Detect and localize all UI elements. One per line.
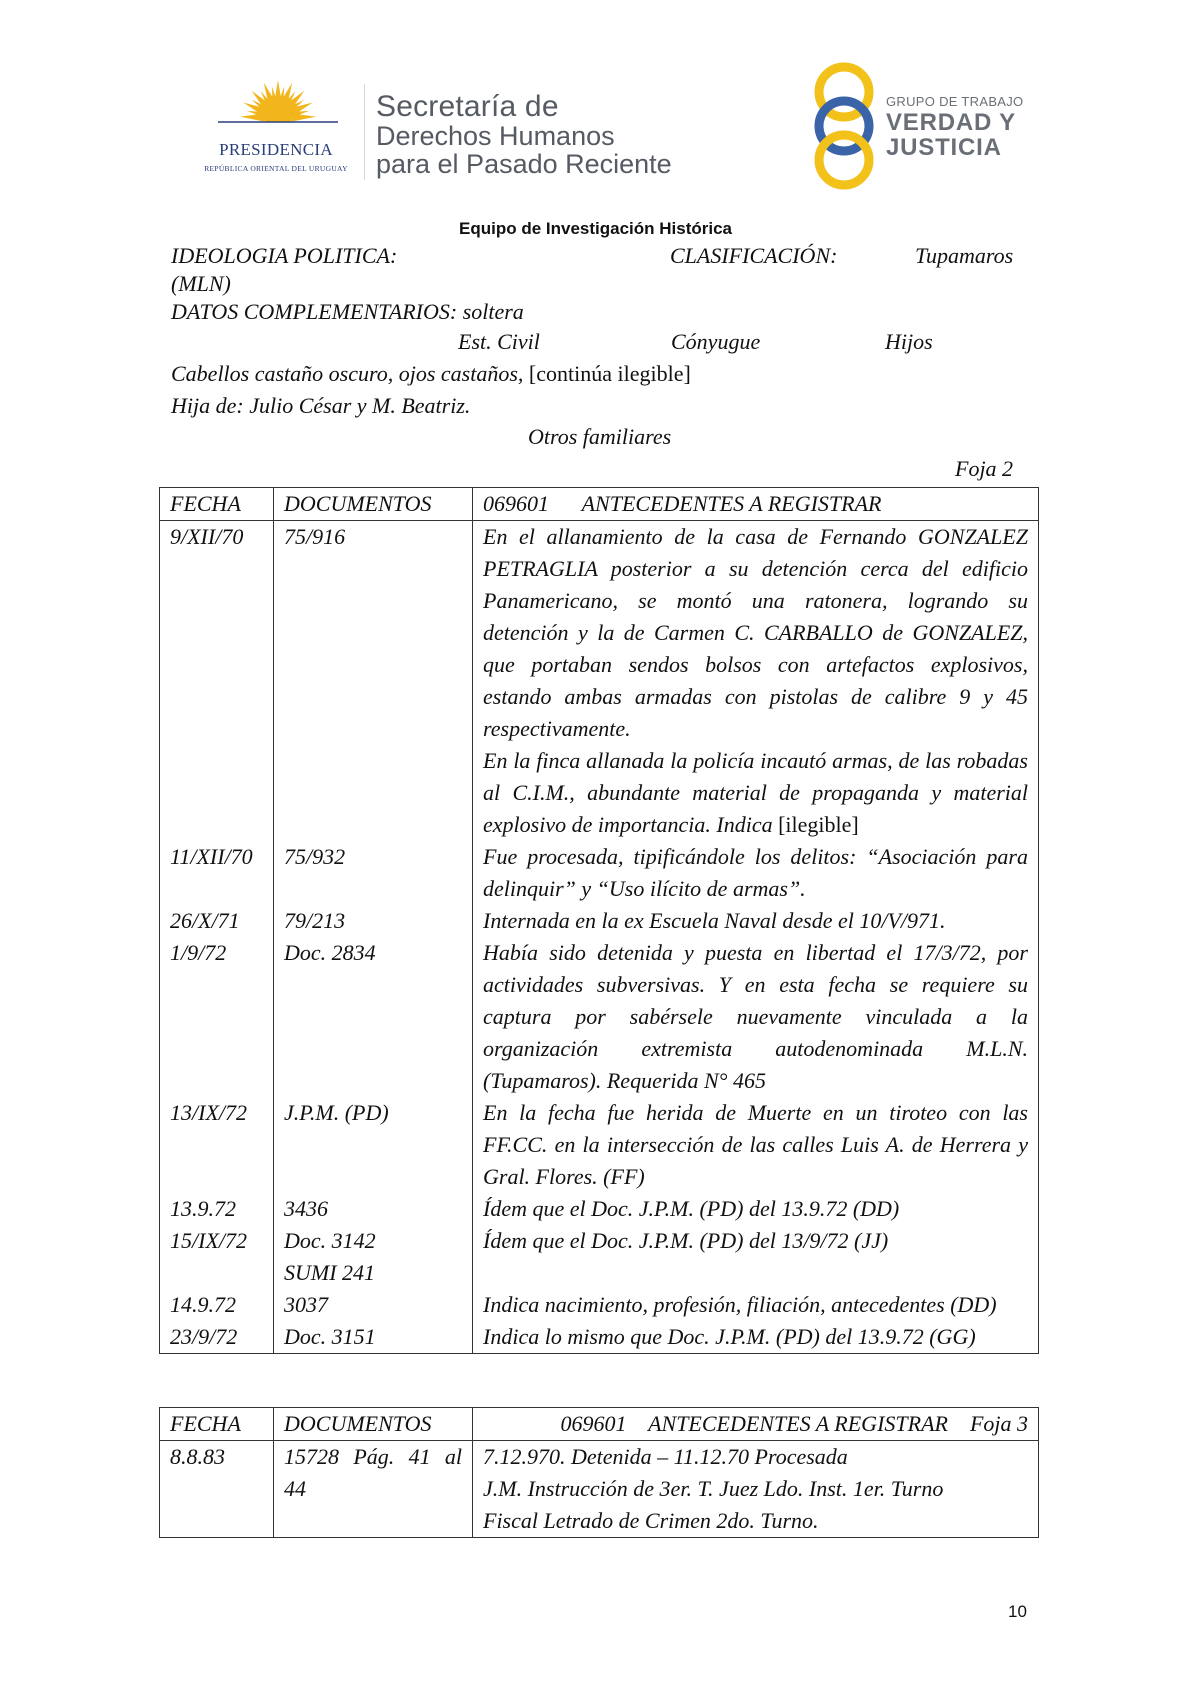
row-fecha: 8.8.83: [160, 1441, 274, 1538]
table-row: [160, 1441, 1039, 1538]
row-fecha: 14.9.72: [160, 1289, 274, 1321]
gvj-line2: VERDAD Y: [886, 109, 1016, 136]
table-row: [160, 1289, 1039, 1321]
row-text: Internada en la ex Escuela Naval desde el 10/V/971.: [473, 905, 1039, 937]
row-text: Indica lo mismo que Doc. J.P.M. (PD) del 13.9.72 (GG): [473, 1321, 1039, 1354]
table-row: [160, 1193, 1039, 1225]
cabellos-bracket: [continúa ilegible]: [528, 361, 691, 386]
est-civil-label: Est. Civil: [458, 329, 540, 354]
table-header-row: [160, 488, 1039, 521]
row-doc: Doc. 3151: [274, 1321, 473, 1354]
row-doc-line2: SUMI 241: [284, 1260, 376, 1285]
row-text-p1: En el allanamiento de la casa de Fernando GONZALEZ PETRAGLIA posterior a su detención cerca del edificio Panamericano, se montó una ratonera, logrando su detención y la de Carmen C. CARBALLO de GONZALEZ, que portaban sendos bolsos con artefactos explosivos, estando ambas armadas con pistolas de calibre 9 y 45 respectivamente.: [483, 524, 1028, 741]
cabellos-text: Cabellos castaño oscuro, ojos castaños,: [171, 361, 524, 386]
row-text: [473, 1441, 1039, 1538]
row-doc: 3037: [274, 1289, 473, 1321]
header-antecedentes: 069601 ANTECEDENTES A REGISTRAR Foja 3: [473, 1408, 1039, 1441]
clasificacion-label: CLASIFICACIÓN:: [670, 243, 838, 268]
otros-familiares-label: Otros familiares: [528, 424, 672, 449]
table-row: [160, 937, 1039, 1097]
gvj-line1: GRUPO DE TRABAJO: [886, 94, 1024, 109]
row-text-p2-body: En la finca allanada la policía incautó armas, de las robadas al C.I.M., abundante material de propaganda y material explosivo de importancia. Indica: [483, 748, 1028, 837]
row-text: En la fecha fue herida de Muerte en un tiroteo con las FF.CC. en la intersección de las calles Luis A. de Herrera y Gral. Flores. (FF): [473, 1097, 1039, 1193]
row-fecha: 13.9.72: [160, 1193, 274, 1225]
table-row: [160, 1321, 1039, 1354]
ideologia-label: IDEOLOGIA POLITICA:: [171, 243, 398, 268]
page-header: [0, 58, 1191, 198]
table-header-row: [160, 1408, 1039, 1441]
header-antecedentes: 069601 ANTECEDENTES A REGISTRAR: [473, 488, 1039, 521]
row-text: Había sido detenida y puesta en libertad el 17/3/72, por actividades subversivas. Y en esta fecha se requiere su captura por sabérsele nuevamente vinculada a la organización extremista autodenominada M.L.N. (Tupamaros). Requerida N° 465: [473, 937, 1039, 1097]
table-row: [160, 841, 1039, 905]
secretaria-line1: Secretaría de: [376, 90, 559, 123]
row-text-line1: 7.12.970. Detenida – 11.12.70 Procesada: [483, 1444, 848, 1469]
linked-rings-icon: [810, 62, 890, 192]
secretaria-line2: Derechos Humanos: [376, 121, 615, 151]
row-text-p2-bracket: [ilegible]: [778, 812, 859, 837]
header-fecha: FECHA: [160, 488, 274, 521]
hijos-label: Hijos: [885, 329, 933, 354]
row-text: Ídem que el Doc. J.P.M. (PD) del 13.9.72 (DD): [473, 1193, 1039, 1225]
cabellos-line: [171, 362, 691, 386]
row-fecha: 13/IX/72: [160, 1097, 274, 1193]
row-text-line2: J.M. Instrucción de 3er. T. Juez Ldo. Inst. 1er. Turno: [483, 1476, 944, 1501]
foja-label: Foja 2: [955, 456, 1014, 481]
row-text-line3: Fiscal Letrado de Crimen 2do. Turno.: [483, 1508, 819, 1533]
row-doc: 75/932: [274, 841, 473, 905]
hija-de-line: Hija de: Julio César y M. Beatriz.: [171, 393, 471, 418]
row-text: Indica nacimiento, profesión, filiación, antecedentes (DD): [473, 1289, 1039, 1321]
records-table-foja-2: [159, 487, 1039, 1354]
mln-label: (MLN): [171, 271, 231, 296]
header-fecha: FECHA: [160, 1408, 274, 1441]
row-text: Fue procesada, tipificándole los delitos: “Asociación para delinquir” y “Uso ilícito de armas”.: [473, 841, 1039, 905]
team-title: Equipo de Investigación Histórica: [459, 219, 732, 238]
datos-complementarios: DATOS COMPLEMENTARIOS: soltera: [171, 299, 524, 324]
table-row: [160, 1097, 1039, 1193]
clasificacion-value: Tupamaros: [915, 243, 1014, 268]
row-doc: 75/916: [274, 521, 473, 842]
header-documentos: DOCUMENTOS: [274, 488, 473, 521]
row-doc: 3436: [274, 1193, 473, 1225]
presidencia-subtitle: REPÚBLICA ORIENTAL DEL URUGUAY: [204, 164, 348, 173]
row-doc: 79/213: [274, 905, 473, 937]
gvj-title: [886, 110, 1016, 160]
table-row: [160, 905, 1039, 937]
row-doc-line1: Doc. 3142: [284, 1228, 376, 1253]
row-text: [473, 521, 1039, 842]
row-fecha: 9/XII/70: [160, 521, 274, 842]
row-doc: J.P.M. (PD): [274, 1097, 473, 1193]
secretaria-line3: para el Pasado Reciente: [376, 149, 672, 179]
row-fecha: 26/X/71: [160, 905, 274, 937]
row-doc: Doc. 2834: [274, 937, 473, 1097]
conyugue-label: Cónyugue: [671, 329, 761, 354]
table-row: [160, 521, 1039, 842]
row-fecha: 15/IX/72: [160, 1225, 274, 1289]
row-fecha: 11/XII/70: [160, 841, 274, 905]
secretaria-logo-text: [376, 92, 672, 178]
row-fecha: 23/9/72: [160, 1321, 274, 1354]
presidencia-name: PRESIDENCIA: [219, 140, 333, 159]
page-number: 10: [1008, 1602, 1027, 1621]
table-row: [160, 1225, 1039, 1289]
row-doc: [274, 1225, 473, 1289]
logo-divider: [364, 84, 365, 180]
row-text: Ídem que el Doc. J.P.M. (PD) del 13/9/72 (JJ): [473, 1225, 1039, 1289]
row-doc: 15728 Pág. 41 al 44: [274, 1441, 473, 1538]
gvj-line3: JUSTICIA: [886, 134, 1002, 161]
records-table-foja-3: [159, 1407, 1039, 1538]
row-text-p2: [483, 745, 1028, 841]
row-fecha: 1/9/72: [160, 937, 274, 1097]
presidencia-logo: [196, 78, 356, 228]
sun-emblem-icon: [196, 78, 356, 148]
header-documentos: DOCUMENTOS: [274, 1408, 473, 1441]
